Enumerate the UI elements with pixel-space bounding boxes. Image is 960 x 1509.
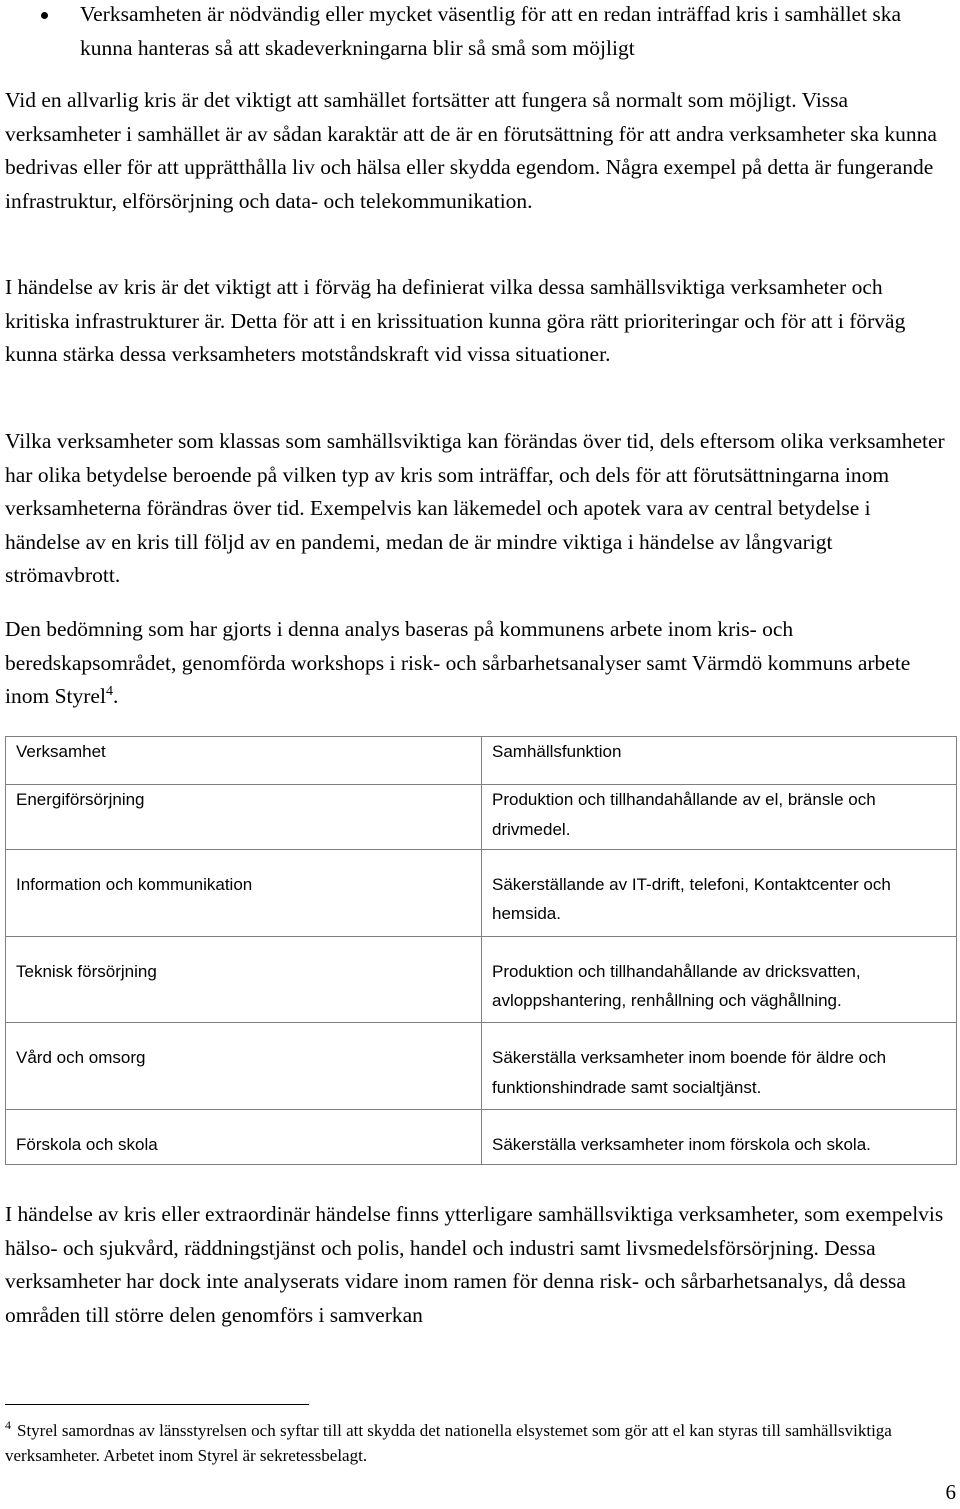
footnote-mark: 4 <box>5 1418 11 1433</box>
table-cell-samhallsfunktion: Produktion och tillhandahållande av dricksvatten, avloppshantering, renhållning och väghållning. <box>482 936 957 1023</box>
table-row <box>6 1023 957 1110</box>
table-row <box>6 1109 957 1164</box>
table-cell-samhallsfunktion: Produktion och tillhandahållande av el, bränsle och drivmedel. <box>482 785 957 850</box>
paragraph-4-end: . <box>112 684 119 708</box>
paragraph-5: I händelse av kris eller extraordinär händelse finns ytterligare samhällsviktiga verksamheter, som exempelvis hälso- och sjukvård, räddningstjänst och polis, handel och industri samt livsmedelsförsörjning. Dessa verksamheter har dock inte analyserats vidare inom ramen för denna risk- och sårbarhetsanalys, då dessa områden till större delen genomförs i samverkan <box>5 1202 944 1327</box>
table-row <box>6 936 957 1023</box>
bullet-list-item <box>5 0 945 65</box>
footnote <box>5 1418 945 1468</box>
functions-table <box>5 736 957 1165</box>
paragraph-2: I händelse av kris är det viktigt att i förväg ha definierat vilka dessa samhällsviktiga verksamheter och kritiska infrastrukturer är. Detta för att i en krissituation kunna göra rätt prioriteringar och för att i förväg kunna stärka dessa verksamheters motståndskraft vid vissa situationer. <box>5 275 906 366</box>
table-row <box>6 785 957 850</box>
bullet-text: Verksamheten är nödvändig eller mycket väsentlig för att en redan inträffad kris i samhället ska kunna hanteras så att skadeverkningarna blir så små som möjligt <box>80 2 902 60</box>
paragraph-3: Vilka verksamheter som klassas som samhällsviktiga kan förändas över tid, dels eftersom olika verksamheter har olika betydelse beroende på vilken typ av kris som inträffar, och dels för att förutsättningarna inom verksamheterna förändras över tid. Exempelvis kan läkemedel och apotek vara av central betydelse i händelse av en kris till följd av en pandemi, medan de är mindre viktiga i händelse av långvarigt strömavbrott. <box>5 429 945 587</box>
footnote-reference[interactable]: 4 <box>105 683 113 699</box>
footnote-divider <box>5 1404 309 1405</box>
paragraph-4-text: Den bedömning som har gjorts i denna analys baseras på kommunens arbete inom kris- och beredskapsområdet, genomförda workshops i risk- och sårbarhetsanalyser samt Värmdö kommuns arbete inom Styrel <box>5 617 911 708</box>
table-cell-verksamhet: Förskola och skola <box>6 1109 482 1164</box>
table-cell-verksamhet: Information och kommunikation <box>6 849 482 936</box>
paragraph-1: Vid en allvarlig kris är det viktigt att samhället fortsätter att fungera så normalt som möjligt. Vissa verksamheter i samhället är av sådan karaktär att de är en förutsättning för att andra verksamheter ska kunna bedrivas eller för att upprätthålla liv och hälsa eller skydda egendom. Några exempel på detta är fungerande infrastruktur, elförsörjning och data- och telekommunikation. <box>5 88 937 213</box>
table-cell-verksamhet: Vård och omsorg <box>6 1023 482 1110</box>
table-cell-samhallsfunktion: Säkerställa verksamheter inom förskola och skola. <box>482 1109 957 1164</box>
bullet-icon <box>41 12 48 19</box>
table-header-verksamhet: Verksamhet <box>6 737 482 785</box>
table-header-row <box>6 737 957 785</box>
paragraph-4 <box>5 613 945 714</box>
table-cell-samhallsfunktion: Säkerställande av IT-drift, telefoni, Kontaktcenter och hemsida. <box>482 849 957 936</box>
table-cell-verksamhet: Teknisk försörjning <box>6 936 482 1023</box>
table-cell-verksamhet: Energiförsörjning <box>6 785 482 850</box>
page-number: 6 <box>945 1480 956 1504</box>
table-header-samhallsfunktion: Samhällsfunktion <box>482 737 957 785</box>
table-row <box>6 849 957 936</box>
footnote-text: Styrel samordnas av länsstyrelsen och syftar till att skydda det nationella elsystemet som gör att el kan styras till samhällsviktiga verksamheter. Arbetet inom Styrel är sekretessbelagt. <box>5 1421 892 1465</box>
table-cell-samhallsfunktion: Säkerställa verksamheter inom boende för äldre och funktionshindrade samt socialtjänst. <box>482 1023 957 1110</box>
